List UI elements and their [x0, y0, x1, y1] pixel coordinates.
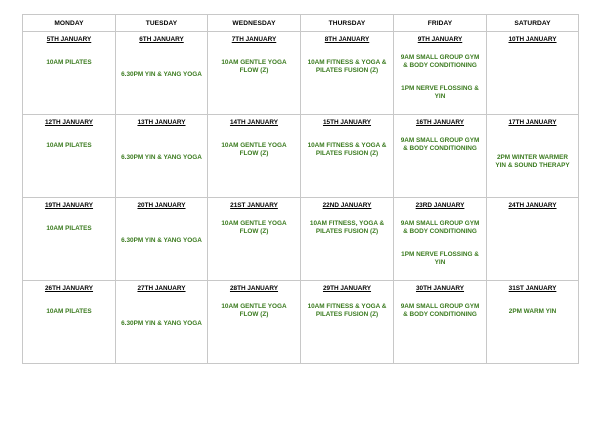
date-label: 27TH JANUARY: [137, 285, 186, 292]
day-cell: [116, 115, 208, 198]
class-entry: 10AM FITNESS & YOGA & PILATES FUSION (Z): [307, 59, 387, 74]
date-label: 22ND JANUARY: [322, 202, 372, 209]
class-entry: 6.30PM YIN & YANG YOGA: [121, 71, 202, 78]
week-row-1: [23, 32, 579, 115]
day-cell: [23, 32, 116, 115]
header-tuesday: TUESDAY: [116, 15, 208, 32]
week-row-4: [23, 281, 579, 364]
class-entry: 10AM FITNESS, YOGA & PILATES FUSION (Z): [309, 220, 385, 235]
header-saturday: SATURDAY: [487, 15, 579, 32]
day-cell: [301, 281, 394, 364]
day-cell: [394, 198, 487, 281]
day-cell: [23, 198, 116, 281]
timetable: [22, 14, 578, 364]
date-label: 29TH JANUARY: [322, 285, 372, 292]
class-entry: 10AM FITNESS & YOGA & PILATES FUSION (Z): [307, 303, 387, 318]
date-label: 8TH JANUARY: [324, 36, 370, 43]
date-label: 16TH JANUARY: [415, 119, 465, 126]
header-row: [23, 15, 579, 32]
day-cell: [301, 198, 394, 281]
class-entry: 10AM PILATES: [46, 142, 92, 149]
date-label: 6TH JANUARY: [139, 36, 184, 43]
class-entry: 6.30PM YIN & YANG YOGA: [121, 237, 202, 244]
class-entry: 10AM FITNESS & YOGA & PILATES FUSION (Z): [307, 142, 387, 157]
week-row-3: [23, 198, 579, 281]
date-label: 17TH JANUARY: [508, 119, 557, 126]
class-entry: 1PM NERVE FLOSSING & YIN: [401, 251, 479, 266]
day-cell: [487, 198, 579, 281]
day-cell: [301, 115, 394, 198]
date-label: 7TH JANUARY: [231, 36, 277, 43]
header-thursday: THURSDAY: [301, 15, 394, 32]
header-friday: FRIDAY: [394, 15, 487, 32]
class-entry: 10AM PILATES: [46, 59, 92, 66]
class-entry: 10AM GENTLE YOGA FLOW (Z): [221, 59, 287, 74]
class-entry: 9AM SMALL GROUP GYM & BODY CONDITIONING: [400, 220, 480, 235]
day-cell: [23, 281, 116, 364]
date-label: 12TH JANUARY: [44, 119, 94, 126]
date-label: 10TH JANUARY: [508, 36, 557, 43]
day-cell: [208, 32, 301, 115]
day-cell: [116, 32, 208, 115]
date-label: 13TH JANUARY: [137, 119, 186, 126]
date-label: 28TH JANUARY: [229, 285, 279, 292]
date-label: 23RD JANUARY: [415, 202, 465, 209]
class-entry: 1PM NERVE FLOSSING & YIN: [401, 85, 479, 100]
day-cell: [394, 281, 487, 364]
class-entry: 2PM WARM YIN: [508, 308, 557, 315]
class-entry: 10AM GENTLE YOGA FLOW (Z): [221, 303, 287, 318]
header-wednesday: WEDNESDAY: [208, 15, 301, 32]
date-label: 20TH JANUARY: [137, 202, 186, 209]
date-label: 19TH JANUARY: [44, 202, 94, 209]
day-cell: [487, 32, 579, 115]
date-label: 31ST JANUARY: [508, 285, 557, 292]
class-entry: 6.30PM YIN & YANG YOGA: [121, 154, 202, 161]
schedule-table: [22, 14, 579, 364]
class-entry: 10AM GENTLE YOGA FLOW (Z): [221, 220, 287, 235]
day-cell: [208, 281, 301, 364]
date-label: 14TH JANUARY: [229, 119, 279, 126]
day-cell: [208, 115, 301, 198]
class-entry: 10AM PILATES: [46, 308, 92, 315]
day-cell: [394, 115, 487, 198]
day-cell: [487, 115, 579, 198]
date-label: 26TH JANUARY: [44, 285, 94, 292]
date-label: 9TH JANUARY: [417, 36, 463, 43]
day-cell: [208, 198, 301, 281]
class-entry: 6.30PM YIN & YANG YOGA: [121, 320, 202, 327]
day-cell: [487, 281, 579, 364]
header-monday: MONDAY: [23, 15, 116, 32]
date-label: 15TH JANUARY: [322, 119, 372, 126]
date-label: 21ST JANUARY: [230, 202, 278, 209]
week-row-2: [23, 115, 579, 198]
class-entry: 9AM SMALL GROUP GYM & BODY CONDITIONING: [400, 137, 480, 152]
date-label: 30TH JANUARY: [415, 285, 465, 292]
class-entry: 9AM SMALL GROUP GYM & BODY CONDITIONING: [400, 54, 480, 69]
class-entry: 10AM GENTLE YOGA FLOW (Z): [221, 142, 287, 157]
date-label: 5TH JANUARY: [46, 36, 92, 43]
day-cell: [301, 32, 394, 115]
class-entry: 2PM WINTER WARMER YIN & SOUND THERAPY: [495, 154, 570, 169]
day-cell: [116, 281, 208, 364]
day-cell: [116, 198, 208, 281]
day-cell: [23, 115, 116, 198]
class-entry: 9AM SMALL GROUP GYM & BODY CONDITIONING: [400, 303, 480, 318]
class-entry: 10AM PILATES: [46, 225, 92, 232]
date-label: 24TH JANUARY: [508, 202, 557, 209]
day-cell: [394, 32, 487, 115]
